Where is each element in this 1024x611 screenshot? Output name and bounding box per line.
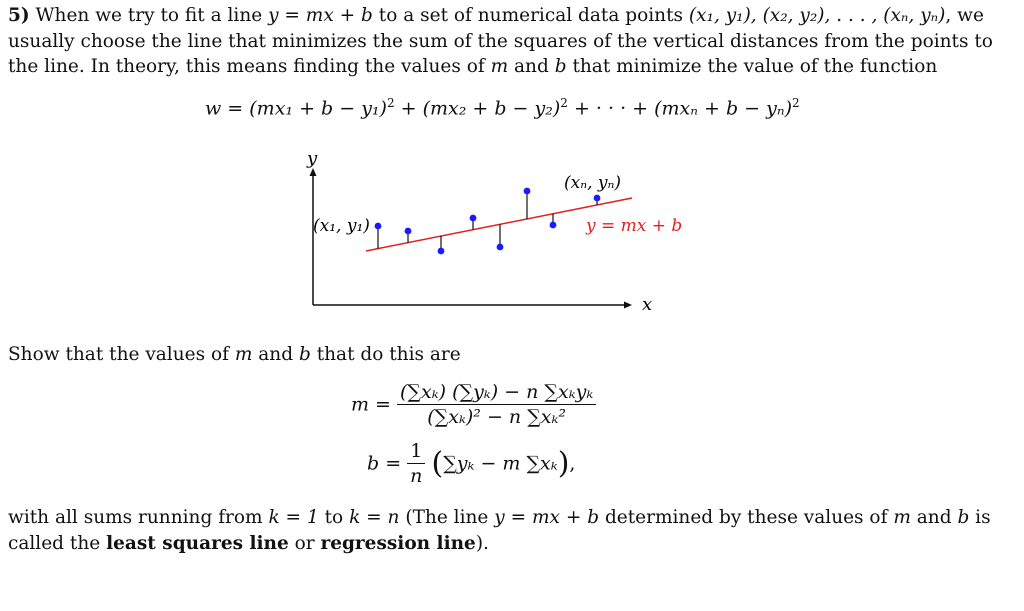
b-close-paren: ) (557, 446, 570, 481)
b-trail: , (569, 452, 576, 475)
data-point-1 (375, 223, 382, 230)
outro-range-a: k = 1 (268, 507, 319, 528)
formula-m (351, 381, 596, 428)
data-point-8 (594, 195, 601, 202)
outro-text-e: and (916, 507, 952, 528)
data-point-4 (470, 215, 477, 222)
outro-var-m: m (893, 507, 911, 528)
intro-text-c: , we usually choose the line that minimizes the sum of the squares of the vertical distances from the points to the line. In theory, this means finding the values of (8, 5, 993, 77)
outro-range-b: k = n (349, 507, 400, 528)
outro-text-c: (The line (405, 507, 489, 528)
data-points: (x₁, y₁), (x₂, y₂), . . . , (xₙ, yₙ) (688, 5, 946, 26)
outro-var-b: b (957, 507, 970, 528)
show-var-m: m (234, 344, 253, 365)
outro-bold-2: regression line (320, 532, 476, 554)
data-point-2 (405, 228, 412, 235)
y-axis-arrowhead (310, 168, 317, 176)
b-frac-denominator: n (410, 465, 423, 487)
formula-b (367, 440, 575, 487)
problem-number: 5) (8, 5, 30, 26)
show-text-b: and (258, 344, 294, 365)
intro-text-b: to a set of numerical data points (378, 5, 683, 26)
show-text-a: Show that the values of (8, 344, 229, 365)
w-term-2: + (mx₂ + b − y₂) (394, 97, 561, 120)
b-body: ∑yₖ − m ∑xₖ (443, 452, 558, 475)
m-fraction (397, 381, 596, 428)
b-lhs: b = (367, 452, 408, 475)
var-m: m (490, 56, 509, 77)
w-exp-n: 2 (791, 96, 800, 110)
data-point-6 (524, 188, 531, 195)
w-ellipsis: + · · · + (567, 97, 655, 120)
line-label: y = mx + b (586, 216, 683, 236)
data-points-group (375, 188, 601, 255)
b-frac-numerator: 1 (407, 440, 425, 464)
regression-diagram (280, 140, 700, 325)
w-term-1: (mx₁ + b − y₁) (249, 97, 387, 120)
first-point-label: (x₁, y₁) (313, 216, 370, 236)
outro-text-f: is called the (8, 507, 991, 554)
outro-text-a: with all sums running from (8, 507, 263, 528)
w-term-n: (mxₙ + b − yₙ) (654, 97, 792, 120)
outro-line-eq: y = mx + b (494, 507, 600, 528)
intro-text-d: and (514, 56, 549, 77)
outro-text-d: determined by these values of (604, 507, 888, 528)
show-text (8, 342, 1013, 368)
x-axis-label: x (642, 294, 653, 315)
show-text-c: that do this are (316, 344, 461, 365)
w-exp-1: 2 (386, 96, 395, 110)
b-fraction (407, 440, 425, 487)
outro-text-g: or (294, 532, 315, 554)
var-b: b (554, 56, 567, 77)
function-w-equation (205, 96, 800, 119)
m-numerator: (∑xₖ) (∑yₖ) − n ∑xₖyₖ (397, 381, 596, 405)
last-point-label: (xₙ, yₙ) (564, 173, 622, 193)
outro-text-b: to (324, 507, 344, 528)
w-exp-2: 2 (560, 96, 568, 110)
y-axis-label: y (307, 148, 318, 169)
m-lhs: m = (351, 393, 398, 416)
show-var-b: b (298, 344, 311, 365)
outro-text (8, 505, 1013, 556)
problem-intro (8, 3, 1013, 80)
b-open-paren: ( (431, 446, 444, 481)
line-equation: y = mx + b (268, 5, 373, 26)
outro-bold-1: least squares line (106, 532, 289, 554)
intro-text-a: When we try to fit a line (35, 5, 263, 26)
x-axis-arrowhead (624, 302, 632, 309)
m-denominator: (∑xₖ)² − n ∑xₖ² (427, 406, 567, 428)
outro-text-h: ). (475, 532, 489, 554)
data-point-7 (550, 222, 557, 229)
w-lhs: w = (205, 97, 250, 120)
intro-text-e: that minimize the value of the function (572, 56, 938, 77)
data-point-5 (497, 244, 504, 251)
data-point-3 (438, 248, 445, 255)
